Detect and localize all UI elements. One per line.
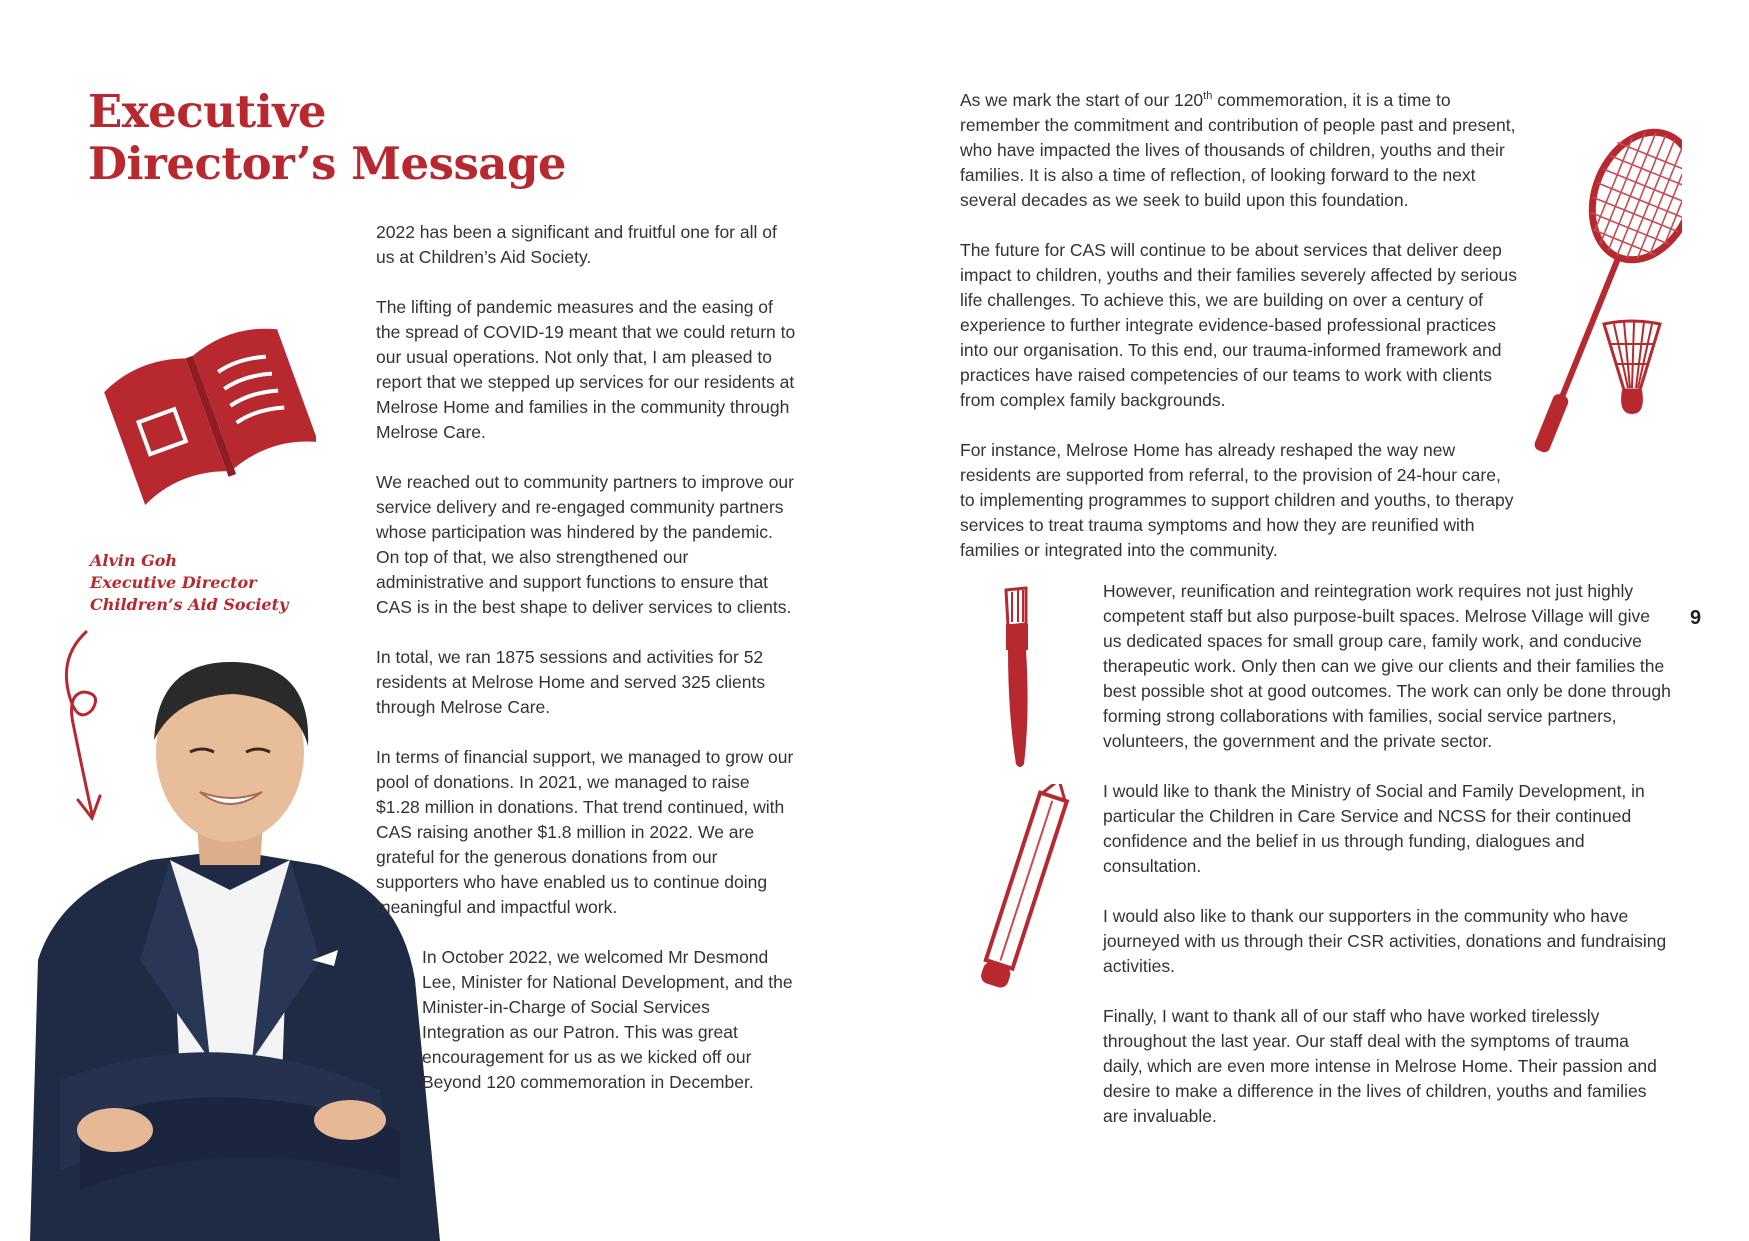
badminton-racket-icon bbox=[1522, 118, 1682, 473]
page-title bbox=[88, 86, 566, 190]
paragraph: However, reunification and reintegration work requires not just highly competent staff but also purpose-built spaces. Melrose Village will give us dedicated spaces for small group care, family work, and conducive therapeutic work. Only then can we give our clients and their families the best possible shot at good outcomes. The work can only be done through forming strong collaborations with families, social service partners, volunteers, the government and the private sector. bbox=[1103, 581, 1671, 751]
paragraph: The lifting of pandemic measures and the easing of the spread of COVID-19 meant that we could return to our usual operations. Not only that, I am pleased to report that we stepped up services for our residents at Melrose Home and families in the community through Melrose Care. bbox=[376, 297, 796, 442]
paragraph: For instance, Melrose Home has already reshaped the way new residents are supported from referral, to the provision of 24-hour care, to implementing programmes to support children and youths, to therapy services to treat trauma symptoms and how they are reunified with families or integrated into the community. bbox=[960, 439, 1514, 560]
title-line-2: Director’s Message bbox=[88, 137, 567, 190]
signature-organisation: Children’s Aid Society bbox=[90, 595, 289, 614]
paragraph-text: As we mark the start of our 120 bbox=[960, 89, 1204, 110]
paintbrush-icon bbox=[990, 584, 1050, 770]
paragraph: We reached out to community partners to improve our service delivery and re-engaged community partners whose participation was hindered by the pandemic. On top of that, we also strengthened our administrative and support functions to ensure that CAS is in the best shape to deliver services to clients. bbox=[376, 472, 794, 617]
column-right-top bbox=[960, 84, 1520, 588]
shuttlecock-icon bbox=[1600, 318, 1664, 418]
ordinal-suffix: th bbox=[1203, 90, 1213, 102]
paragraph bbox=[960, 84, 1520, 213]
paragraph: The future for CAS will continue to be about services that deliver deep impact to children, youths and their families severely affected by serious life challenges. To achieve this, we are building on over a century of experience to further integrate evidence-based professional practices into our organisation. To this end, our trauma-informed framework and practices have raised competencies of our teams to work with clients from complex family backgrounds. bbox=[960, 239, 1518, 410]
signature-role: Executive Director bbox=[90, 573, 257, 592]
paragraph: In total, we ran 1875 sessions and activities for 52 residents at Melrose Home and served 325 clients through Melrose Care. bbox=[376, 647, 766, 717]
pencil-icon bbox=[972, 784, 1072, 1002]
column-right-bottom bbox=[1103, 579, 1673, 1154]
paragraph: 2022 has been a significant and fruitful one for all of us at Children’s Aid Society. bbox=[376, 222, 777, 267]
column-left bbox=[376, 220, 796, 1120]
paragraph: I would like to thank the Ministry of Social and Family Development, in particular the Children in Care Service and NCSS for their continued confidence and the belief in us through funding, dialogues and consultation. bbox=[1103, 781, 1645, 876]
paragraph: Finally, I want to thank all of our staff who have worked tirelessly throughout the last year. Our staff deal with the symptoms of trauma daily, which are even more intense in Melrose Home. Their passion and desire to make a difference in the lives of children, youths and families are invaluable. bbox=[1103, 1006, 1657, 1126]
paragraph: In terms of financial support, we managed to grow our pool of donations. In 2021, we managed to raise $1.28 million in donations. That trend continued, with CAS raising another $1.8 million in 2022. We are grateful for the generous donations from our supporters who have enabled us to continue doing meaningful and impactful work. bbox=[376, 747, 794, 917]
paragraph: I would also like to thank our supporters in the community who have journeyed with us through their CSR activities, donations and fundraising activities. bbox=[1103, 906, 1667, 976]
paragraph-text: commemoration, it is a time to remember the commitment and contribution of people past and present, who have impacted the lives of thousands of children, youths and their families. It is also a time of reflection, of looking forward to the next several decades as we seek to build upon this foundation. bbox=[960, 89, 1516, 210]
signature-name: Alvin Goh bbox=[90, 551, 178, 570]
page-number: 9 bbox=[1690, 607, 1702, 629]
title-line-1: Executive bbox=[88, 85, 327, 138]
paragraph: In October 2022, we welcomed Mr Desmond Lee, Minister for National Development, and the Minister-in-Charge of Social Services Integration as our Patron. This was great encouragement for us as we kicked off our Beyond 120 commemoration in December. bbox=[422, 947, 793, 1092]
open-book-icon bbox=[96, 298, 316, 508]
signature-block bbox=[90, 550, 288, 616]
